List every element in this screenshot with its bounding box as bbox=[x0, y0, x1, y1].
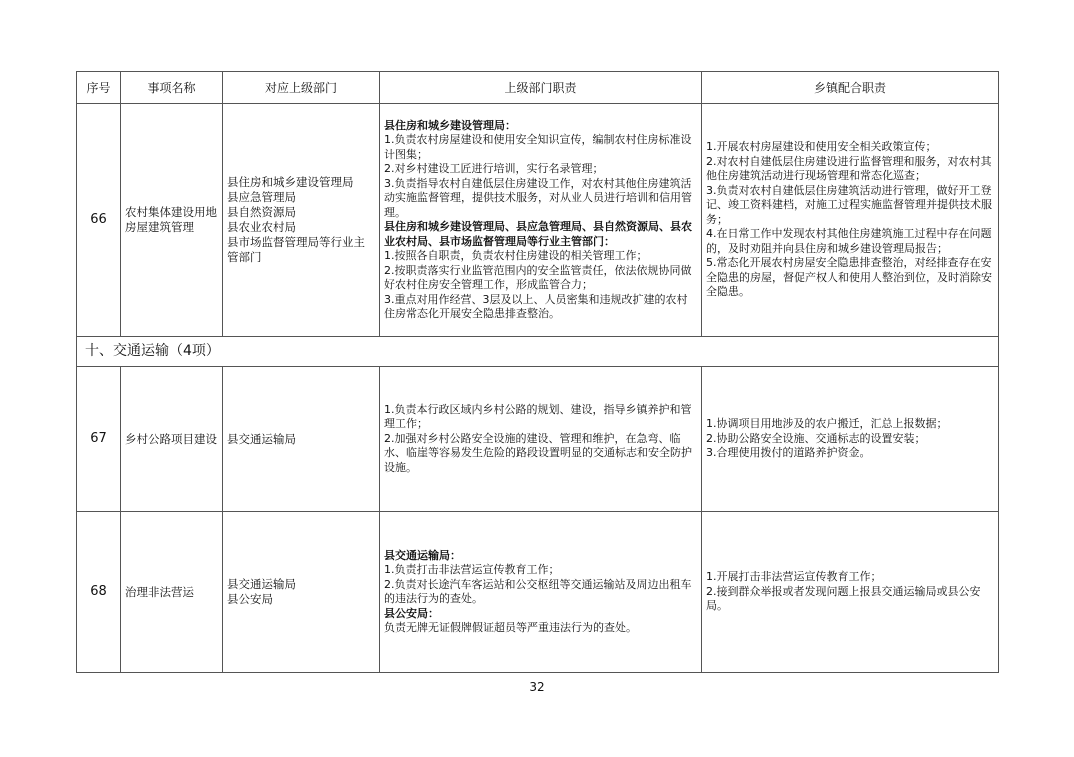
duty-line: 2.负责对长途汽车客运站和公交枢纽等交通运输站及周边出租车的违法行为的查处。 bbox=[384, 577, 692, 605]
town-duties bbox=[702, 104, 999, 337]
dept-item: 县农业农村局 bbox=[227, 220, 296, 234]
duty-line: 1.开展农村房屋建设和使用安全相关政策宣传； bbox=[706, 140, 937, 154]
duty-heading: 县住房和城乡建设管理局： bbox=[384, 118, 516, 132]
dept-item: 县市场监督管理局等行业主管部门 bbox=[227, 235, 365, 264]
dept-list bbox=[223, 104, 380, 337]
dept-list bbox=[223, 367, 380, 512]
header-dept: 对应上级部门 bbox=[223, 72, 380, 104]
duty-line: 1.负责本行政区域内乡村公路的规划、建设，指导乡镇养护和管理工作； bbox=[384, 402, 692, 431]
duty-line: 2.对乡村建设工匠进行培训，实行名录管理； bbox=[384, 162, 604, 175]
duty-line: 2.对农村自建低层住房建设进行监督管理和服务，对农村其他住房建筑活动进行现场管理和常态化巡查； bbox=[706, 154, 992, 183]
duty-table bbox=[76, 71, 999, 673]
header-no: 序号 bbox=[77, 72, 121, 104]
dept-item: 县住房和城乡建设管理局 bbox=[227, 175, 354, 189]
duty-heading: 县住房和城乡建设管理局、县应急管理局、县自然资源局、县农业农村局、县市场监督管理局等行业主管部门： bbox=[384, 220, 692, 248]
header-row bbox=[77, 72, 999, 104]
duty-line: 1.协调项目用地涉及的农户搬迁，汇总上报数据； bbox=[706, 417, 948, 431]
duty-line: 2.加强对乡村公路安全设施的建设、管理和维护，在急弯、临水、临崖等容易发生危险的路段设置明显的交通标志和安全防护设施。 bbox=[384, 431, 692, 474]
town-duties bbox=[702, 512, 999, 673]
duty-line: 1.按照各自职责，负责农村住房建设的相关管理工作； bbox=[384, 249, 648, 262]
duty-line: 1.负责打击非法营运宣传教育工作； bbox=[384, 563, 560, 576]
town-duties bbox=[702, 367, 999, 512]
dept-item: 县交通运输局 bbox=[227, 431, 296, 446]
duty-line: 4.在日常工作中发现农村其他住房建筑施工过程中存在问题的，及时劝阻并向县住房和城乡建设管理局报告； bbox=[706, 227, 992, 255]
duty-line: 2.协助公路安全设施、交通标志的设置安装； bbox=[706, 431, 926, 445]
dept-item: 县应急管理局 bbox=[227, 190, 296, 204]
duty-line: 2.接到群众举报或者发现问题上报县交通运输局或县公安局。 bbox=[706, 584, 981, 613]
table-row bbox=[77, 104, 999, 337]
upper-duties bbox=[380, 512, 702, 673]
header-upper: 上级部门职责 bbox=[380, 72, 702, 104]
duty-line: 负责无牌无证假牌假证超员等严重违法行为的查处。 bbox=[384, 621, 637, 634]
duty-line: 3.重点对用作经营、3层及以上、人员密集和违规改扩建的农村住房常态化开展安全隐患排查整治。 bbox=[384, 292, 688, 320]
header-town: 乡镇配合职责 bbox=[702, 72, 999, 104]
page-number: 32 bbox=[529, 680, 545, 694]
section-row bbox=[77, 337, 999, 367]
table-row bbox=[77, 367, 999, 512]
duty-line: 3.负责对农村自建低层住房建筑活动进行管理，做好开工登记、竣工资料建档，对施工过程实施监督管理并提供技术服务； bbox=[706, 183, 992, 226]
header-item: 事项名称 bbox=[121, 72, 223, 104]
dept-item: 县交通运输局 bbox=[227, 577, 296, 591]
duty-heading: 县公安局： bbox=[384, 606, 439, 620]
duty-line: 5.常态化开展农村房屋安全隐患排查整治，对经排查存在安全隐患的房屋，督促产权人和使用人整治到位，及时消除安全隐患。 bbox=[706, 256, 992, 299]
table-row bbox=[77, 512, 999, 673]
row-number: 68 bbox=[77, 512, 121, 673]
duty-line: 1.开展打击非法营运宣传教育工作； bbox=[706, 570, 882, 584]
duty-line: 3.负责指导农村自建低层住房建设工作，对农村其他住房建筑活动实施监督管理，提供技术服务，对从业人员进行培训和信用管理。 bbox=[384, 176, 692, 219]
row-number: 67 bbox=[77, 367, 121, 512]
item-name: 农村集体建设用地房屋建筑管理 bbox=[121, 104, 223, 337]
duty-line: 2.按职责落实行业监管范围内的安全监管责任，依法依规协同做好农村住房安全管理工作，形成监管合力； bbox=[384, 263, 692, 291]
duty-heading: 县交通运输局： bbox=[384, 548, 461, 562]
upper-duties bbox=[380, 104, 702, 337]
item-name: 治理非法营运 bbox=[121, 512, 223, 673]
dept-item: 县公安局 bbox=[227, 592, 273, 606]
dept-list bbox=[223, 512, 380, 673]
item-name: 乡村公路项目建设 bbox=[121, 367, 223, 512]
duty-line: 1.负责农村房屋建设和使用安全知识宣传，编制农村住房标准设计图集； bbox=[384, 133, 692, 161]
section-title: 十、交通运输（4项） bbox=[77, 337, 999, 367]
dept-item: 县自然资源局 bbox=[227, 205, 296, 219]
row-number: 66 bbox=[77, 104, 121, 337]
upper-duties bbox=[380, 367, 702, 512]
duty-line: 3.合理使用拨付的道路养护资金。 bbox=[706, 446, 871, 460]
